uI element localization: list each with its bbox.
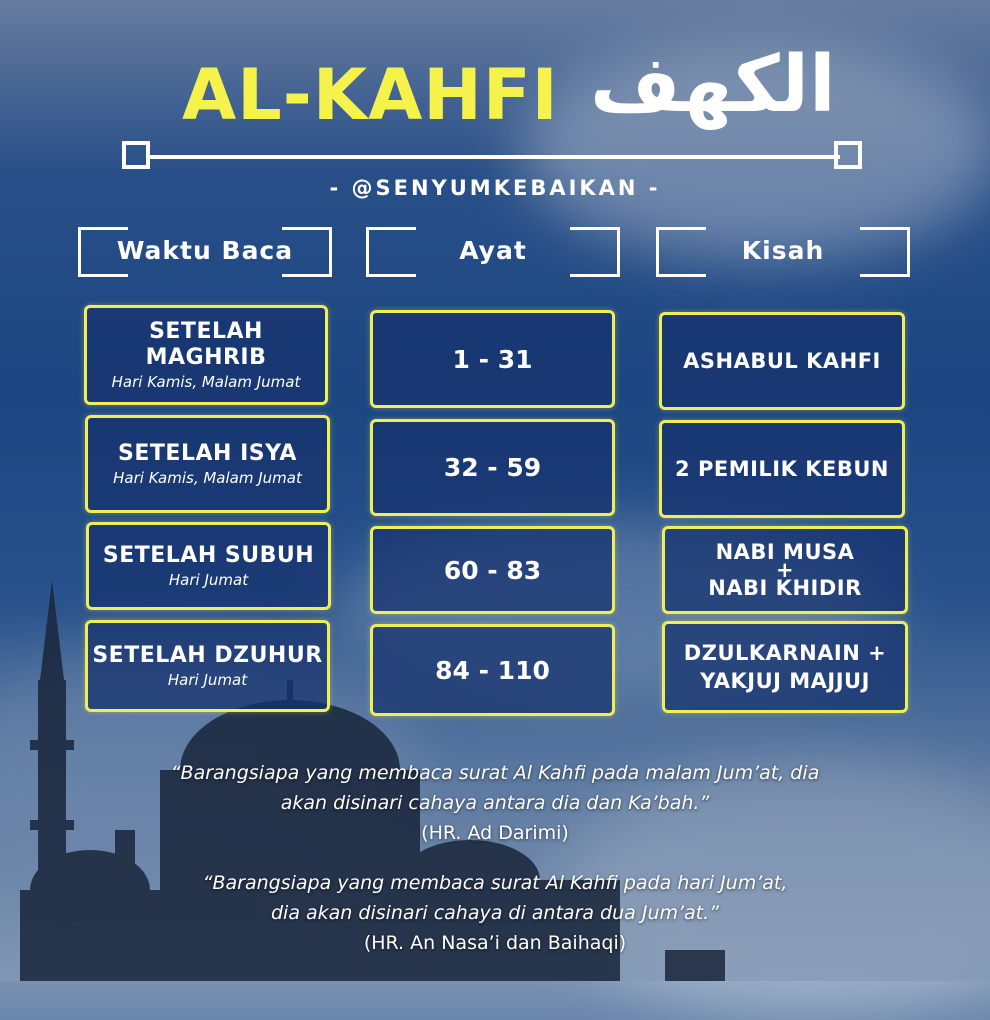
kisah-cell xyxy=(662,621,908,713)
kisah-cell xyxy=(659,420,905,518)
waktu-sublabel: Hari Kamis, Malam Jumat xyxy=(113,469,302,487)
kisah-line-2: + xyxy=(775,558,795,582)
waktu-sublabel: Hari Kamis, Malam Jumat xyxy=(111,373,301,391)
waktu-sublabel: Hari Jumat xyxy=(168,571,249,589)
waktu-sublabel: Hari Jumat xyxy=(167,671,248,689)
waktu-cell xyxy=(86,522,331,610)
waktu-label: SETELAH DZUHUR xyxy=(92,643,323,668)
ayat-range: 60 - 83 xyxy=(443,555,542,585)
kisah-line-1: NABI MUSA xyxy=(715,540,855,564)
quote-line: “Barangsiapa yang membaca surat Al Kahfi pada malam Jum’at, dia xyxy=(170,762,820,784)
ayat-cell xyxy=(370,624,615,716)
ayat-cell xyxy=(370,526,615,614)
header-ayat xyxy=(366,227,620,277)
ayat-range: 84 - 110 xyxy=(435,655,550,685)
quote-line: dia akan disinari cahaya di antara dua Jum’at.” xyxy=(270,902,720,924)
ayat-cell xyxy=(370,419,615,516)
quote-line: “Barangsiapa yang membaca surat Al Kahfi pada hari Jum’at, xyxy=(202,872,788,894)
header-label: Ayat xyxy=(459,236,527,265)
title-arabic: الكهف xyxy=(590,40,836,130)
ayat-cell xyxy=(370,310,615,408)
waktu-cell xyxy=(85,620,330,712)
kisah-line-1: ASHABUL KAHFI xyxy=(683,349,881,373)
quote-source: (HR. Ad Darimi) xyxy=(421,822,569,844)
header-kisah xyxy=(656,227,910,277)
kisah-line-2: YAKJUJ MAJJUJ xyxy=(700,669,870,693)
header-waktu-baca xyxy=(78,227,332,277)
kisah-cell xyxy=(662,526,908,614)
quote-line: akan disinari cahaya antara dia dan Ka’bah.” xyxy=(280,792,710,814)
kisah-line-3: NABI KHIDIR xyxy=(708,576,862,600)
kisah-line-1: 2 PEMILIK KEBUN xyxy=(675,457,889,481)
divider-square-left xyxy=(122,141,150,169)
kisah-line-1: DZULKARNAIN + xyxy=(683,641,887,665)
header-label: Waktu Baca xyxy=(116,236,294,265)
hadith-quote-2 xyxy=(0,868,990,958)
hadith-quote-1 xyxy=(0,758,990,848)
author-handle: - @SENYUMKEBAIKAN - xyxy=(329,176,661,200)
title-latin: AL-KAHFI xyxy=(182,54,559,136)
waktu-label: SETELAH MAGHRIB xyxy=(145,319,267,370)
kisah-cell xyxy=(659,312,905,410)
waktu-label: SETELAH SUBUH xyxy=(102,543,315,568)
ayat-range: 1 - 31 xyxy=(452,344,533,374)
divider-square-right xyxy=(834,141,862,169)
waktu-label: SETELAH ISYA xyxy=(118,441,297,466)
header-label: Kisah xyxy=(741,236,825,265)
title-divider xyxy=(150,155,840,159)
quote-source: (HR. An Nasa’i dan Baihaqi) xyxy=(363,932,627,954)
waktu-cell xyxy=(84,305,328,405)
ayat-range: 32 - 59 xyxy=(443,453,542,482)
waktu-cell xyxy=(85,415,330,513)
